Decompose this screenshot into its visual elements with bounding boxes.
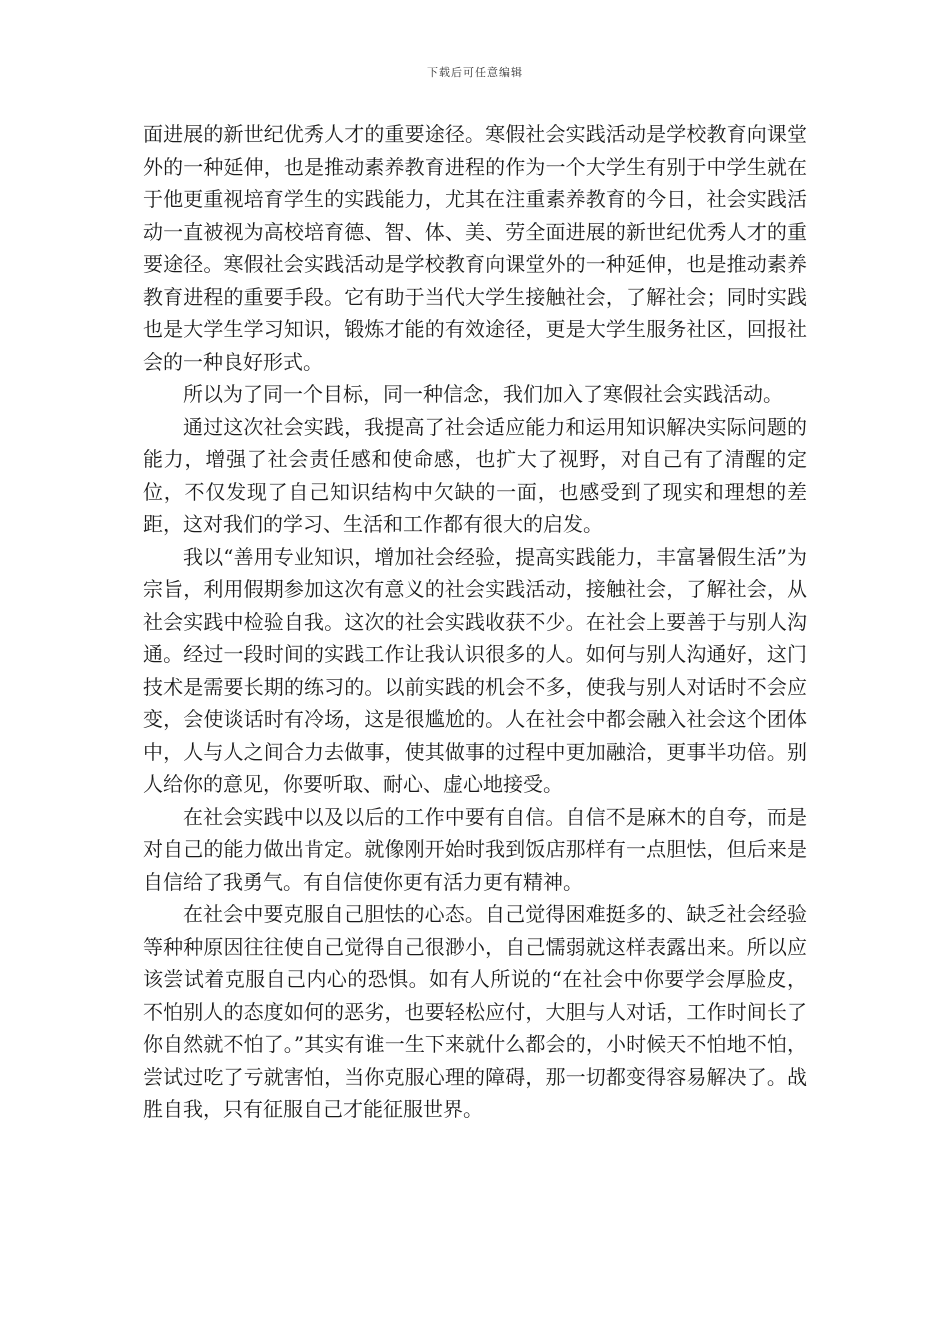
paragraph: 在社会实践中以及以后的工作中要有自信。自信不是麻木的自夸，而是对自己的能力做出肯定。就像刚开始时我到饭店那样有一点胆怯，但后来是自信给了我勇气。有自信使你更有活力更有精神。	[143, 804, 807, 894]
paragraph: 在社会中要克服自己胆怯的心态。自己觉得困难挺多的、缺乏社会经验等种种原因往往使自己觉得自己很渺小，自己懦弱就这样表露出来。所以应该尝试着克服自己内心的恐惧。如有人所说的“在社会中你要学会厚脸皮，不怕别人的态度如何的恶劣，也要轻松应付，大胆与人对话，工作时间长了你自然就不怕了。”其实有谁一生下来就什么都会的，小时候天不怕地不怕，尝试过吃了亏就害怕，当你克服心理的障碍，那一切都变得容易解决了。战胜自我，只有征服自己才能征服世界。	[143, 902, 807, 1121]
page-header: 下载后可任意编辑	[427, 66, 523, 79]
paragraph: 我以“善用专业知识，增加社会经验，提高实践能力，丰富暑假生活”为宗旨，利用假期参加这次有意义的社会实践活动，接触社会，了解社会，从社会实践中检验自我。这次的社会实践收获不少。在社会上要善于与别人沟通。经过一段时间的实践工作让我认识很多的人。如何与别人沟通好，这门技术是需要长期的练习的。以前实践的机会不多，使我与别人对话时不会应变，会使谈话时有冷场，这是很尴尬的。人在社会中都会融入社会这个团体中，人与人之间合力去做事，使其做事的过程中更加融洽，更事半功倍。别人给你的意见，你要听取、耐心、虚心地接受。	[143, 544, 807, 796]
paragraph: 通过这次社会实践，我提高了社会适应能力和运用知识解决实际问题的能力，增强了社会责任感和使命感，也扩大了视野，对自己有了清醒的定位，不仅发现了自己知识结构中欠缺的一面，也感受到了现实和理想的差距，这对我们的学习、生活和工作都有很大的启发。	[143, 414, 807, 536]
paragraph-continuation: 面进展的新世纪优秀人才的重要途径。寒假社会实践活动是学校教育向课堂外的一种延伸，也是推动素养教育进程的作为一个大学生有别于中学生就在于他更重视培育学生的实践能力，尤其在注重素养教育的今日，社会实践活动一直被视为高校培育德、智、体、美、劳全面进展的新世纪优秀人才的重要途径。寒假社会实践活动是学校教育向课堂外的一种延伸，也是推动素养教育进程的重要手段。它有助于当代大学生接触社会，了解社会；同时实践也是大学生学习知识，锻炼才能的有效途径，更是大学生服务社区，回报社会的一种良好形式。	[143, 122, 807, 374]
paragraph: 所以为了同一个目标，同一种信念，我们加入了寒假社会实践活动。	[183, 382, 783, 406]
document-body	[143, 118, 807, 1126]
